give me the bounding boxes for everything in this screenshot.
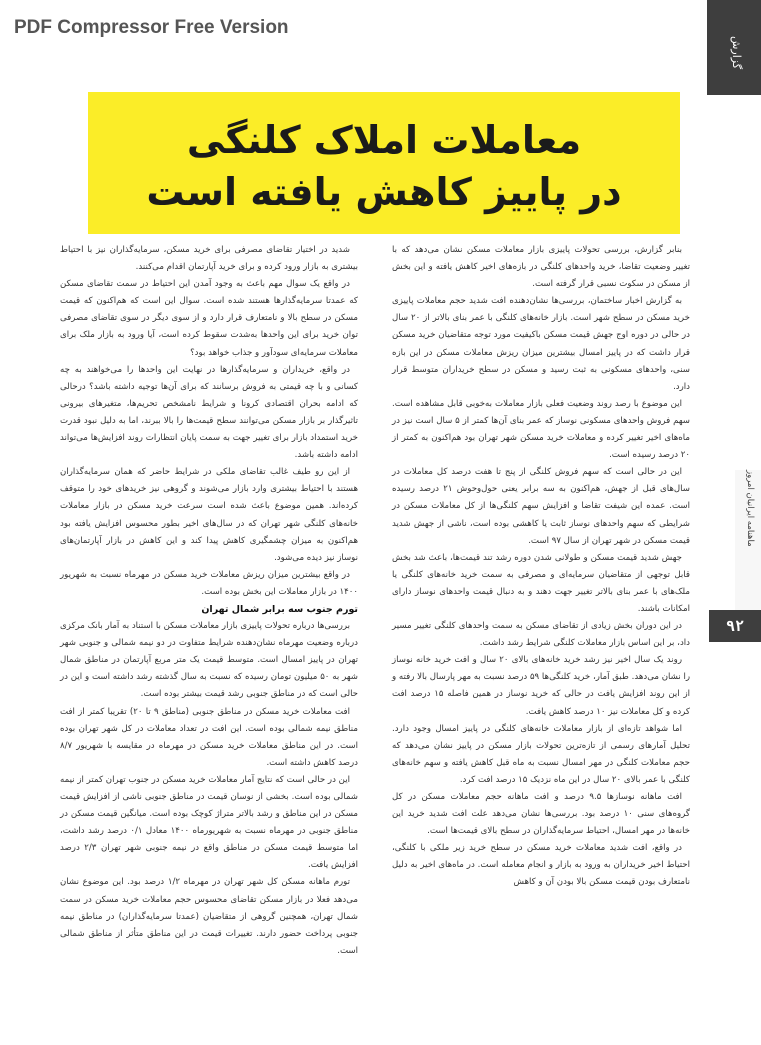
magazine-side-strip: [735, 470, 761, 610]
magazine-footer-line: ماهنامه ایرانیان امروز: [745, 470, 755, 547]
subheading: تورم جنوب سه برابر شمال تهران: [201, 603, 358, 615]
headline-box: [88, 92, 680, 234]
article-paragraph: روند یک سال اخیر نیز رشد خرید خانه‌های بالای ۲۰ سال و افت خرید خانه نوساز را نشان می‌دهد. طبق آمار، خرید کلنگی‌ها ۵۹ درصد نسبت به مهر پارسال بالا رفته و از این روند افزایش یافت در حالی که خرید نوساز در همین فاصله ۱۵ درصد افت کرده و کل معاملات نیز ۱۰ درصد کاهش یافت.: [392, 655, 690, 717]
article-paragraph: در واقع، افت شدید معاملات خرید مسکن در سطح خرید زیر ملکی با کلنگی، احتیاط اخیر خریداران به ورود به بازار و انجام معامله است. در ماه‌های اخیر به دلیل نامتعارف بودن قیمت مسکن بالا بودن آن و کاهش: [392, 843, 690, 888]
headline-line-2: در پاییز کاهش یافته است: [146, 170, 622, 214]
pdf-compressor-watermark: PDF Compressor Free Version: [14, 17, 289, 38]
article-paragraph: این در حالی است که سهم فروش کلنگی از پنج تا هفت درصد کل معاملات در سال‌های قبل از جهش، هم‌اکنون به سه برابر یعنی حول‌وحوش ۲۱ درصد رسیده است. عمده این شیفت تقاضا و افزایش سهم کلنگی‌ها از کل معاملات مسکن در شرایطی که سهم واحدهای نوساز ثابت یا کاهشی بوده است، ناشی از جهش شدید قیمت مسکن در شهر تهران از سال ۹۷ است.: [392, 467, 690, 546]
article-paragraph: افت معاملات خرید مسکن در مناطق جنوبی (مناطق ۹ تا ۲۰) تقریبا کمتر از افت مناطق نیمه شمالی بوده است. این افت در تعداد معاملات در کل شهر تهران بوده است. در این مناطق معاملات خرید مسکن در مهرماه در مقایسه با شهریور ۸/۷ درصد کاهش داشته است.: [60, 706, 358, 768]
article-paragraph: تورم ماهانه مسکن کل شهر تهران در مهرماه ۱/۲ درصد بود. این موضوع نشان می‌دهد فعلا در بازار مسکن تقاضای محسوس حجم معاملات خرید مسکن در سمت شمال تهران، همچنین گروهی از متقاضیان (عمدتا سرمایه‌گذاران) در مناطق نیمه جنوبی پرداخت حضور دارند. تغییرات قیمت در این مناطق متأثر از مناطق شمالی است.: [60, 877, 358, 956]
section-label: گزارش: [730, 36, 743, 70]
article-paragraph: در واقع، خریداران و سرمایه‌گذارها در نهایت این واحدها را می‌خواهند به چه کسانی و با چه قیمتی به فروش برسانند که برای آن‌ها توجیه داشته باشد؟ درحالی که ادامه بحران اقتصادی کرونا و شرایط نامشخص تحریم‌ها، متغیرهای بیرونی تاثیرگذار بر بازار مسکن می‌توانند سطح قیمت‌ها را بالا ببرند، اما به دلیل نبود قدرت خرید استمداد بازار برای تغییر جهت به سمت پایان انتظارات روند افزایش‌ها می‌تواند ادامه داشته باشد.: [60, 364, 358, 461]
page-number: ۹۲: [709, 610, 761, 642]
article-column-left: [60, 242, 358, 960]
article-paragraph: این در حالی است که نتایج آمار معاملات خرید مسکن در جنوب تهران کمتر از نیمه شمالی بوده است. بخشی از نوسان قیمت در مناطق جنوبی ناشی از افزایش قیمت مسکن در این مناطق و رشد بالاتر متراژ کوچک بوده است. میانگین قیمت مسکن در مناطق جنوبی در مهرماه نسبت به شهریورماه ۱۴۰۰ معادل ۰/۱ درصد رشد داشت، اما متوسط قیمت مسکن در مناطق واقع در نیمه جنوبی شهر تهران ۲/۳ درصد افزایش یافت.: [60, 774, 358, 871]
article-paragraph: جهش شدید قیمت مسکن و طولانی شدن دوره رشد تند قیمت‌ها، باعث شد بخش قابل توجهی از متقاضیان سرمایه‌ای و مصرفی به سمت خرید خانه‌های کلنگی یا ملک‌های با عمر بنای بالاتر تغییر جهت دهند و به دنبال قیمت واحدهای نوساز دارای امکانات باشند.: [392, 552, 690, 614]
article-paragraph: در این دوران بخش زیادی از تقاضای مسکن به سمت واحدهای کلنگی تغییر مسیر داد، بر این اساس بازار معاملات کلنگی شرایط رشد داشت.: [392, 621, 690, 649]
article-paragraph: افت ماهانه نوسازها ۹.۵ درصد و افت ماهانه حجم معاملات مسکن در کل گروه‌های سنی ۱۰ درصد بود. بررسی‌ها نشان می‌دهد علت افت شدید خرید این خانه‌ها در مهر امسال، احتیاط سرمایه‌گذاران در سطح بالای قیمت‌ها است.: [392, 792, 690, 837]
section-tab: [707, 0, 761, 95]
article-paragraph: بررسی‌ها درباره تحولات پاییزی بازار معاملات مسکن با استناد به آمار بانک مرکزی درباره وضعیت مهرماه نشان‌دهنده شرایط متفاوت در دو نیمه شمالی و جنوبی شهر تهران در پاییز امسال است. متوسط قیمت یک متر مربع آپارتمان در مناطق شمال شهر به ۵۰ میلیون تومان رسیده که نسبت به سال گذشته رشد داشته است و این در حالی است که در مناطق جنوبی رشد قیمت بیشتر بوده است.: [60, 621, 358, 700]
article-paragraph: به گزارش اخبار ساختمان، بررسی‌ها نشان‌دهنده افت شدید حجم معاملات پاییزی خرید مسکن در سطح شهر است. بازار خانه‌های کلنگی با عمر بنای بالاتر از ۲۰ سال در حالی در دوره اوج جهش قیمت مسکن باکیفیت مورد توجه متقاضیان خرید مسکن قرار داشت که در پاییز امسال بیشترین میزان ریزش معاملات مسکن در این بازه سنی، واحدهای مسکونی به ثبت رسید و مسکن در سطح خریداران متوسط قرار دارد.: [392, 296, 690, 392]
article-paragraph: این موضوع با رصد روند وضعیت فعلی بازار معاملات به‌خوبی قابل مشاهده است. سهم فروش واحدهای مسکونی نوساز که عمر بنای آن‌ها کمتر از ۵ سال است نیز در ماه‌های اخیر تغییر کرده و معاملات خرید مسکن شهر تهران بود هم‌اکنون به کمتر از ۲۰ درصد رسیده است.: [392, 398, 690, 461]
article-paragraph: بنابر گزارش، بررسی تحولات پاییزی بازار معاملات مسکن نشان می‌دهد که با تغییر وضعیت تقاضا، خرید واحدهای کلنگی در بازه‌های اخیر کاهش یافته و این بخش از مسکن در سکوت نسبی قرار گرفته است.: [392, 245, 690, 290]
article-column-right: [392, 242, 690, 892]
headline-line-1: معاملات املاک کلنگی: [186, 118, 582, 162]
article-paragraph: شدید در اختیار تقاضای مصرفی برای خرید مسکن، سرمایه‌گذاران نیز با احتیاط بیشتری به بازار ورود کرده و برای خرید آپارتمان اقدام می‌کنند.: [60, 245, 358, 273]
article-paragraph: اما شواهد تازه‌ای از بازار معاملات خانه‌های کلنگی در پاییز امسال وجود دارد. تحلیل آمارهای رسمی از تازه‌ترین تحولات بازار مسکن در پاییز نشان می‌دهد که حجم معاملات کلنگی در مهر امسال نسبت به ماه قبل کاهش یافته و سهم خانه‌های کلنگی با عمر بالای ۲۰ سال در این ماه نزدیک ۱۵ درصد افت کرد.: [392, 723, 690, 785]
article-paragraph: از این رو طیف غالب تقاضای ملکی در شرایط حاضر که همان سرمایه‌گذاران هستند با احتیاط بیشتری وارد بازار می‌شوند و گروهی نیز خریدهای خود را متوقف کرده‌اند. همین موضوع باعث شده است سرعت خرید مسکن در بازار معاملات خانه‌های کلنگی شهر تهران که در سال‌های اخیر بطور محسوس افزایش یافته بود هم‌اکنون به میزان چشمگیری کاهش پیدا کند و این کاهش در بازار آپارتمان‌های نوساز نیز دیده می‌شود.: [60, 467, 358, 563]
article-paragraph: در واقع یک سوال مهم باعث به وجود آمدن این احتیاط در سمت تقاضای مسکن که عمدتا سرمایه‌گذارها هستند شده است. سوال این است که هم‌اکنون که قیمت مسکن در سطح بالا و نامتعارف قرار دارد و از سوی دیگر در سوی تقاضای مصرفی توان خرید برای این واحدها به‌شدت سقوط کرده است، آیا ورود به بازار ملک برای معاملات سرمایه‌ای سودآور و جذاب خواهد بود؟: [60, 279, 358, 358]
article-paragraph: در واقع بیشترین میزان ریزش معاملات خرید مسکن در مهرماه نسبت به شهریور ۱۴۰۰ در بازار معاملات این بخش بوده است.: [60, 569, 358, 597]
